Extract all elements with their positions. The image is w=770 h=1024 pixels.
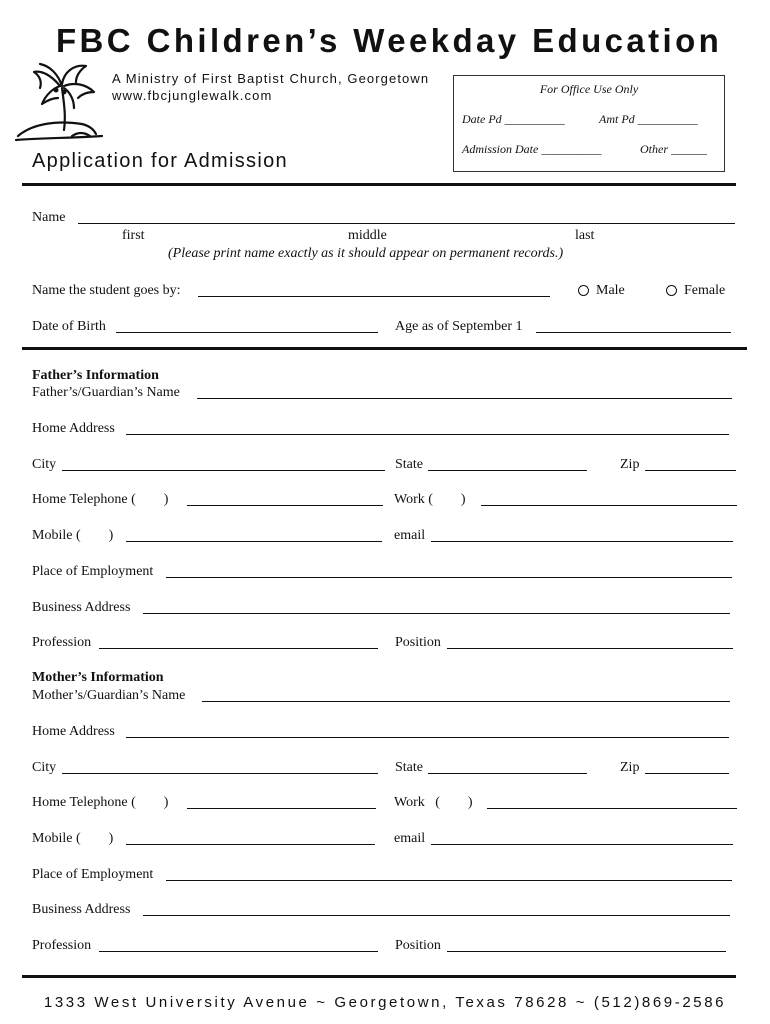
female-radio[interactable] <box>666 285 677 296</box>
name-label: Name <box>32 210 66 225</box>
father-mobile-label: Mobile ( ) <box>32 528 114 543</box>
ministry-info <box>112 70 429 104</box>
female-label: Female <box>684 283 726 298</box>
mother-state-line[interactable] <box>428 773 587 774</box>
age-label: Age as of September 1 <box>395 319 523 334</box>
mother-employment-label: Place of Employment <box>32 867 154 882</box>
mother-home-tel-label: Home Telephone ( ) <box>32 795 169 810</box>
header-divider <box>22 183 736 186</box>
form-title: FBC Children’s Weekday Education <box>56 22 723 59</box>
father-heading: Father’s Information <box>32 368 159 383</box>
footer-address: 1333 West University Avenue ~ Georgetown, Texas 78628 ~ (512)869-2586 <box>43 994 727 1011</box>
father-mobile-line[interactable] <box>126 541 382 542</box>
father-home-address-label: Home Address <box>32 421 115 436</box>
goes-by-label: Name the student goes by: <box>32 283 181 298</box>
father-email-label: email <box>394 528 426 543</box>
father-work-line[interactable] <box>481 505 737 506</box>
father-employment-line[interactable] <box>166 577 732 578</box>
name-instruction: (Please print name exactly as it should appear on permanent records.) <box>168 246 564 261</box>
website-link[interactable]: www.fbcjunglewalk.com <box>112 88 273 103</box>
goes-by-input-line[interactable] <box>198 296 550 297</box>
father-email-line[interactable] <box>431 541 733 542</box>
mother-home-tel-line[interactable] <box>187 808 376 809</box>
father-home-tel-line[interactable] <box>187 505 383 506</box>
male-option[interactable] <box>578 283 625 299</box>
female-option[interactable] <box>666 283 725 299</box>
male-radio[interactable] <box>578 285 589 296</box>
office-use-caption: For Office Use Only <box>539 82 639 96</box>
name-input-line[interactable] <box>78 223 735 224</box>
mother-home-address-line[interactable] <box>126 737 729 738</box>
mother-zip-line[interactable] <box>645 773 729 774</box>
footer-divider <box>22 975 736 978</box>
first-caption: first <box>122 228 145 243</box>
palm-island-logo <box>12 58 108 146</box>
father-business-address-label: Business Address <box>32 600 131 615</box>
father-name-label: Father’s/Guardian’s Name <box>32 385 180 400</box>
father-employment-label: Place of Employment <box>32 564 154 579</box>
student-divider <box>22 347 747 350</box>
father-work-label: Work ( ) <box>394 492 466 507</box>
mother-business-address-line[interactable] <box>143 915 730 916</box>
mother-state-label: State <box>395 760 423 775</box>
father-city-label: City <box>32 457 57 472</box>
age-input-line[interactable] <box>536 332 731 333</box>
mother-zip-label: Zip <box>620 760 640 775</box>
mother-position-line[interactable] <box>447 951 726 952</box>
father-state-line[interactable] <box>428 470 587 471</box>
mother-profession-label: Profession <box>32 938 92 953</box>
father-position-line[interactable] <box>447 648 733 649</box>
middle-caption: middle <box>348 228 387 243</box>
application-title: Application for Admission <box>32 150 288 172</box>
mother-email-line[interactable] <box>431 844 733 845</box>
father-business-address-line[interactable] <box>143 613 730 614</box>
mother-work-label: Work ( ) <box>394 795 473 810</box>
mother-city-label: City <box>32 760 57 775</box>
father-profession-line[interactable] <box>99 648 378 649</box>
mother-mobile-label: Mobile ( ) <box>32 831 114 846</box>
father-home-tel-label: Home Telephone ( ) <box>32 492 169 507</box>
mother-work-line[interactable] <box>487 808 737 809</box>
dob-input-line[interactable] <box>116 332 378 333</box>
mother-position-label: Position <box>395 938 441 953</box>
mother-city-line[interactable] <box>62 773 378 774</box>
mother-business-address-label: Business Address <box>32 902 131 917</box>
date-paid-field: Date Pd __________ <box>462 112 565 126</box>
ministry-line: A Ministry of First Baptist Church, Georgetown <box>112 71 430 86</box>
father-home-address-line[interactable] <box>126 434 729 435</box>
admission-date-field: Admission Date __________ <box>462 142 602 156</box>
father-city-line[interactable] <box>62 470 385 471</box>
mother-mobile-line[interactable] <box>126 844 375 845</box>
mother-name-line[interactable] <box>202 701 730 702</box>
mother-heading: Mother’s Information <box>32 670 164 685</box>
mother-home-address-label: Home Address <box>32 724 115 739</box>
father-zip-label: Zip <box>620 457 640 472</box>
mother-profession-line[interactable] <box>99 951 378 952</box>
mother-email-label: email <box>394 831 426 846</box>
mother-employment-line[interactable] <box>166 880 732 881</box>
office-use-box <box>453 75 725 172</box>
father-profession-label: Profession <box>32 635 92 650</box>
mother-name-label: Mother’s/Guardian’s Name <box>32 688 186 703</box>
dob-label: Date of Birth <box>32 319 106 334</box>
father-position-label: Position <box>395 635 441 650</box>
father-zip-line[interactable] <box>645 470 736 471</box>
father-state-label: State <box>395 457 423 472</box>
other-field: Other ______ <box>640 142 707 156</box>
amount-paid-field: Amt Pd __________ <box>599 112 698 126</box>
male-label: Male <box>596 283 625 298</box>
father-name-line[interactable] <box>197 398 732 399</box>
last-caption: last <box>575 228 595 243</box>
